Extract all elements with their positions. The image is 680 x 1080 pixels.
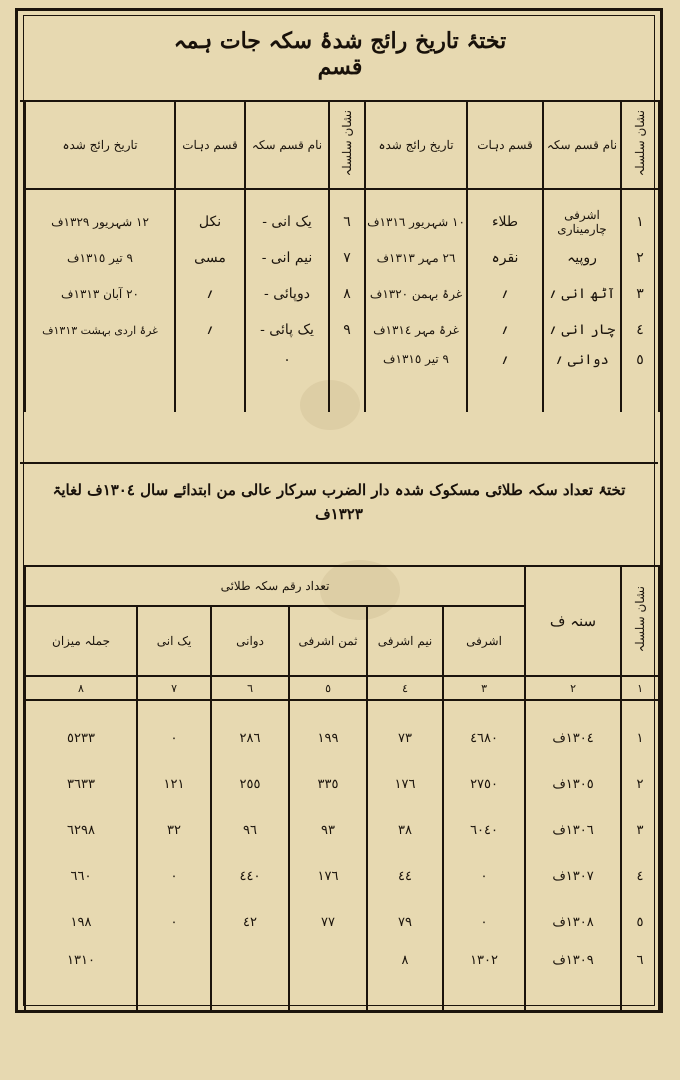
- header-yak-ani: یک انی: [137, 606, 211, 676]
- cell-date: غرۂ مہر ١٣١٤ف: [365, 312, 467, 348]
- cell-date: ٩ تیر ١٣١٥ف: [365, 348, 467, 412]
- cell-year: ١٣٠٤ف: [525, 700, 621, 761]
- cell-date: ٩ تیر ١٣١٥ف: [25, 240, 175, 276]
- cell-coin-name: اشرفی چارمیناری: [543, 189, 621, 240]
- cell-value: ٢٧٥٠: [443, 761, 525, 807]
- header-coin-name: نام قسم سکہ: [245, 101, 329, 189]
- cell-coin-name: آٹھ انی ؍: [543, 276, 621, 312]
- cell-date: ١٠ شہریور ١٣١٦ف: [365, 189, 467, 240]
- cell-value: ۰: [443, 899, 525, 945]
- cell-serial: ٨: [329, 276, 365, 312]
- cell-serial: ٩: [329, 312, 365, 348]
- table-row: [25, 899, 659, 945]
- column-index: ٦: [211, 676, 289, 700]
- table-row: [25, 761, 659, 807]
- cell-metal: ؍: [175, 312, 245, 348]
- header-date: تاریخ رائج شدہ: [365, 101, 467, 189]
- cell-value: [211, 945, 289, 1013]
- cell-value: ٧٩: [367, 899, 443, 945]
- cell-value: ٤٦٨٠: [443, 700, 525, 761]
- header-date: تاریخ رائج شدہ: [25, 101, 175, 189]
- cell-value: ٤٢: [211, 899, 289, 945]
- cell-value: [289, 945, 367, 1013]
- cell-date: ٢٦ مہر ١٣١٣ف: [365, 240, 467, 276]
- cell-year: ١٣٠٧ف: [525, 853, 621, 899]
- header-metal: قسم دہات: [175, 101, 245, 189]
- cell-serial: ٦: [621, 945, 659, 1013]
- cell-date: غرۂ اردی بہشت ١٣١٣ف: [25, 312, 175, 348]
- header-coin-name: نام قسم سکہ: [543, 101, 621, 189]
- cell-value: ٤٤٠: [211, 853, 289, 899]
- cell-value: ٢٨٦: [211, 700, 289, 761]
- cell-value: ٨: [367, 945, 443, 1013]
- cell-year: ١٣٠٨ف: [525, 899, 621, 945]
- column-index: ٥: [289, 676, 367, 700]
- cell-metal: نکل: [175, 189, 245, 240]
- cell-metal: ؍: [175, 276, 245, 312]
- cell-serial: ٤: [621, 312, 659, 348]
- cell-metal: ؍: [467, 348, 543, 412]
- cell-date: ٢٠ آبان ١٣١٣ف: [25, 276, 175, 312]
- table-row: [25, 240, 659, 276]
- cell-year: ١٣٠٦ف: [525, 807, 621, 853]
- header-metal: قسم دہات: [467, 101, 543, 189]
- cell-total: ٣٦٣٣: [25, 761, 137, 807]
- table2-title: تختۂ تعداد سکہ طلائی مسکوک شدہ دار الضرب سرکار عالی من ابتدائے سال ١٣٠٤ف لغایۃ ١٣٢٣ف: [52, 481, 626, 523]
- header-gold-coin-count: تعداد رقم سکہ طلائی: [25, 566, 525, 606]
- cell-coin-name: دوانی ؍: [543, 348, 621, 412]
- cell-coin-name: یک انی -: [245, 189, 329, 240]
- cell-value: [137, 945, 211, 1013]
- cell-total: ١٣١٠: [25, 945, 137, 1013]
- cell-metal: ؍: [467, 276, 543, 312]
- cell-value: ۰: [137, 853, 211, 899]
- cell-total: ٦٢٩٨: [25, 807, 137, 853]
- cell-date: غرۂ بہمن ١٣٢٠ف: [365, 276, 467, 312]
- cell-value: ٦٠٤٠: [443, 807, 525, 853]
- cell-metal: نقرہ: [467, 240, 543, 276]
- table2-header-row: [25, 566, 659, 606]
- header-half-ashrafi: نیم اشرفی: [367, 606, 443, 676]
- table-row: [25, 276, 659, 312]
- cell-value: ۰: [443, 853, 525, 899]
- column-index: ١: [621, 676, 659, 700]
- table1-title: تختۂ تاریخ رائج شدۂ سکہ جات ہمہ قسم: [173, 28, 507, 80]
- cell-coin-name: چار انی ؍: [543, 312, 621, 348]
- section-divider: [20, 462, 658, 464]
- table-row: [25, 945, 659, 1013]
- cell-date: ١٢ شہریور ١٣٢٩ف: [25, 189, 175, 240]
- cell-serial: ٧: [329, 240, 365, 276]
- gold-coin-count-table: [24, 565, 660, 1013]
- cell-date: [25, 348, 175, 412]
- cell-value: ١٣٠٢: [443, 945, 525, 1013]
- header-year: سنہ ف: [525, 566, 621, 676]
- cell-serial: ٣: [621, 807, 659, 853]
- cell-metal: مسی: [175, 240, 245, 276]
- cell-year: ١٣٠٥ف: [525, 761, 621, 807]
- cell-value: ٣٣٥: [289, 761, 367, 807]
- table-row: [25, 853, 659, 899]
- cell-total: ١٩٨: [25, 899, 137, 945]
- cell-metal: ؍: [467, 312, 543, 348]
- cell-serial: ٢: [621, 761, 659, 807]
- header-serial: نشان سلسلہ: [329, 101, 365, 189]
- cell-serial: [329, 348, 365, 412]
- cell-value: ٣٨: [367, 807, 443, 853]
- cell-serial: ٥: [621, 899, 659, 945]
- cell-value: ٣٢: [137, 807, 211, 853]
- cell-value: ١٢١: [137, 761, 211, 807]
- cell-metal: [175, 348, 245, 412]
- header-ashrafi: اشرفی: [443, 606, 525, 676]
- column-index: ٢: [525, 676, 621, 700]
- header-dawani: دوانی: [211, 606, 289, 676]
- column-index: ٧: [137, 676, 211, 700]
- cell-value: ٩٣: [289, 807, 367, 853]
- column-index: ٨: [25, 676, 137, 700]
- table-row: [25, 807, 659, 853]
- table-row: [25, 700, 659, 761]
- header-total: جملہ میزان: [25, 606, 137, 676]
- cell-value: ۰: [137, 700, 211, 761]
- header-serial: نشان سلسلہ: [621, 566, 659, 676]
- cell-coin-name: ۰: [245, 348, 329, 412]
- coin-dates-table: [24, 100, 660, 412]
- table-row: [25, 312, 659, 348]
- cell-value: ٢٥٥: [211, 761, 289, 807]
- cell-value: ٩٦: [211, 807, 289, 853]
- cell-serial: ٥: [621, 348, 659, 412]
- cell-serial: ١: [621, 189, 659, 240]
- header-serial: نشان سلسلہ: [621, 101, 659, 189]
- cell-value: ۰: [137, 899, 211, 945]
- column-index-row: [25, 676, 659, 700]
- cell-total: ٦٦٠: [25, 853, 137, 899]
- cell-value: ٤٤: [367, 853, 443, 899]
- cell-value: ١٧٦: [367, 761, 443, 807]
- column-index: ٤: [367, 676, 443, 700]
- table1-header-row: [25, 101, 659, 189]
- cell-serial: ٢: [621, 240, 659, 276]
- column-index: ٣: [443, 676, 525, 700]
- cell-serial: ٣: [621, 276, 659, 312]
- cell-coin-name: دوپائی -: [245, 276, 329, 312]
- cell-value: ٧٧: [289, 899, 367, 945]
- cell-coin-name: روپیہ: [543, 240, 621, 276]
- table-row: [25, 348, 659, 412]
- cell-value: ٧٣: [367, 700, 443, 761]
- cell-value: ١٩٩: [289, 700, 367, 761]
- cell-coin-name: یک پائی -: [245, 312, 329, 348]
- cell-value: ١٧٦: [289, 853, 367, 899]
- cell-total: ٥٢٣٣: [25, 700, 137, 761]
- table-row: [25, 189, 659, 240]
- cell-serial: ٦: [329, 189, 365, 240]
- header-eighth-ashrafi: ثمن اشرفی: [289, 606, 367, 676]
- cell-serial: ١: [621, 700, 659, 761]
- cell-metal: طلاء: [467, 189, 543, 240]
- cell-coin-name: نیم انی -: [245, 240, 329, 276]
- cell-year: ١٣٠٩ف: [525, 945, 621, 1013]
- cell-serial: ٤: [621, 853, 659, 899]
